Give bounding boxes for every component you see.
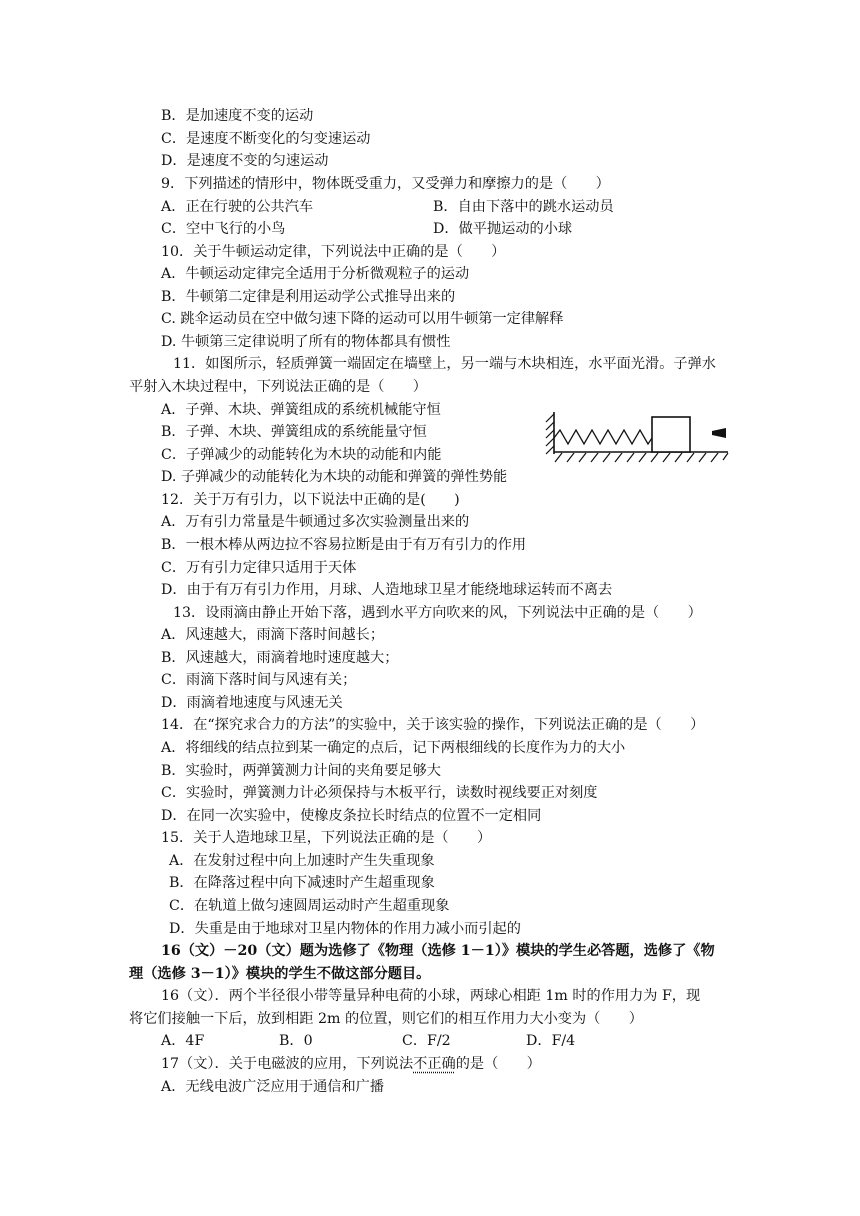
q17-option-a: A．无线电波广泛应用于通信和广播 bbox=[161, 1079, 385, 1095]
q16-option-a: A．4F bbox=[161, 1033, 205, 1049]
q13-stem: 13．设雨滴由静止开始下落，遇到水平方向吹来的风，下列说法中正确的是（ ） bbox=[173, 605, 702, 621]
q15-option-d: D．失重是由于地球对卫星内物体的作用力减小而引起的 bbox=[169, 921, 521, 937]
q11-option-a: A．子弹、木块、弹簧组成的系统机械能守恒 bbox=[161, 402, 441, 418]
section-instruction-line1: 16（文）－20（文）题为选修了《物理（选修 1－1）》模块的学生必答题，选修了《物 bbox=[161, 943, 715, 959]
q8-option-c: C．是速度不断变化的匀变速运动 bbox=[161, 131, 371, 147]
q13-option-b: B．风速越大，雨滴着地时速度越大； bbox=[161, 650, 399, 666]
q16-option-d: D．F/4 bbox=[526, 1033, 576, 1049]
q16-option-b: B．0 bbox=[279, 1033, 313, 1049]
q9-option-c: C．空中飞行的小鸟 bbox=[161, 221, 286, 237]
q9-stem: 9．下列描述的情形中，物体既受重力，又受弹力和摩擦力的是（ ） bbox=[161, 176, 610, 192]
q17-stem-pre: 17（文）．关于电磁波的应用，下列说法 bbox=[161, 1056, 414, 1072]
q8-option-d: D．是速度不变的匀速运动 bbox=[161, 153, 329, 169]
q16-option-c: C．F/2 bbox=[402, 1033, 451, 1049]
q9-option-b: B．自由下落中的跳水运动员 bbox=[433, 199, 614, 215]
q11-stem-line2: 平射入木块过程中，下列说法正确的是（ ） bbox=[129, 379, 427, 395]
q17-stem bbox=[161, 1053, 541, 1075]
q16-stem-line2: 将它们接触一下后，放到相距 2m 的位置，则它们的相互作用力大小变为（ ） bbox=[129, 1011, 643, 1027]
q13-option-d: D．雨滴着地速度与风速无关 bbox=[161, 695, 343, 711]
q11-option-d: D. 子弹减少的动能转化为木块的动能和弹簧的弹性势能 bbox=[161, 469, 508, 485]
q14-option-a: A．将细线的结点拉到某一确定的点后，记下两根细线的长度作为力的大小 bbox=[161, 740, 626, 756]
q10-option-d: D. 牛顿第三定律说明了所有的物体都具有惯性 bbox=[161, 334, 451, 350]
q14-stem: 14．在“探究求合力的方法”的实验中，关于该实验的操作，下列说法正确的是（ ） bbox=[161, 717, 705, 733]
section-instruction-line2: 理（选修 3－1）》模块的学生不做这部分题目。 bbox=[129, 966, 431, 982]
q10-option-b: B．牛顿第二定律是利用运动学公式推导出来的 bbox=[161, 289, 456, 305]
q12-option-d: D．由于有万有引力作用，月球、人造地球卫星才能绕地球运转而不离去 bbox=[161, 582, 613, 598]
q13-option-c: C．雨滴下落时间与风速有关； bbox=[161, 672, 357, 688]
q10-option-c: C. 跳伞运动员在空中做匀速下降的运动可以用牛顿第一定律解释 bbox=[161, 311, 564, 327]
q13-option-a: A．风速越大，雨滴下落时间越长； bbox=[161, 627, 385, 643]
q15-option-a: A．在发射过程中向上加速时产生失重现象 bbox=[169, 853, 435, 869]
q15-option-c: C．在轨道上做匀速圆周运动时产生超重现象 bbox=[169, 898, 450, 914]
q8-option-b: B．是加速度不变的运动 bbox=[161, 108, 314, 124]
q15-stem: 15．关于人造地球卫星，下列说法正确的是（ ） bbox=[161, 830, 492, 846]
q14-option-d: D．在同一次实验中，使橡皮条拉长时结点的位置不一定相同 bbox=[161, 808, 542, 824]
q9-option-d: D．做平抛运动的小球 bbox=[433, 221, 573, 237]
q10-option-a: A．牛顿运动定律完全适用于分析微观粒子的运动 bbox=[161, 266, 470, 282]
q11-option-b: B．子弹、木块、弹簧组成的系统能量守恒 bbox=[161, 424, 427, 440]
q15-option-b: B．在降落过程中向下减速时产生超重现象 bbox=[169, 875, 435, 891]
spring-block-bullet-diagram bbox=[542, 404, 732, 466]
q17-stem-post: 的是（ ） bbox=[455, 1056, 541, 1072]
q14-option-b: B．实验时，两弹簧测力计间的夹角要足够大 bbox=[161, 763, 441, 779]
q9-option-a: A．正在行驶的公共汽车 bbox=[161, 199, 314, 215]
q10-stem: 10．关于牛顿运动定律，下列说法中正确的是（ ） bbox=[161, 244, 506, 260]
q12-option-a: A．万有引力常量是牛顿通过多次实验测量出来的 bbox=[161, 514, 470, 530]
q12-option-b: B．一根木棒从两边拉不容易拉断是由于有万有引力的作用 bbox=[161, 537, 527, 553]
q11-option-c: C．子弹减少的动能转化为木块的动能和内能 bbox=[161, 447, 442, 463]
q12-option-c: C．万有引力定律只适用于天体 bbox=[161, 560, 357, 576]
q11-stem-line1: 11．如图所示，轻质弹簧一端固定在墙壁上，另一端与木块相连，水平面光滑。子弹水 bbox=[173, 356, 716, 372]
q17-stem-emphasis: 不正确 bbox=[413, 1056, 456, 1072]
q16-stem-line1: 16（文）．两个半径很小带等量异种电荷的小球，两球心相距 1m 时的作用力为 F，现 bbox=[161, 988, 701, 1004]
q12-stem: 12．关于万有引力，以下说法中正确的是( ) bbox=[161, 492, 460, 508]
q14-option-c: C．实验时，弹簧测力计必须保持与木板平行，读数时视线要正对刻度 bbox=[161, 785, 598, 801]
